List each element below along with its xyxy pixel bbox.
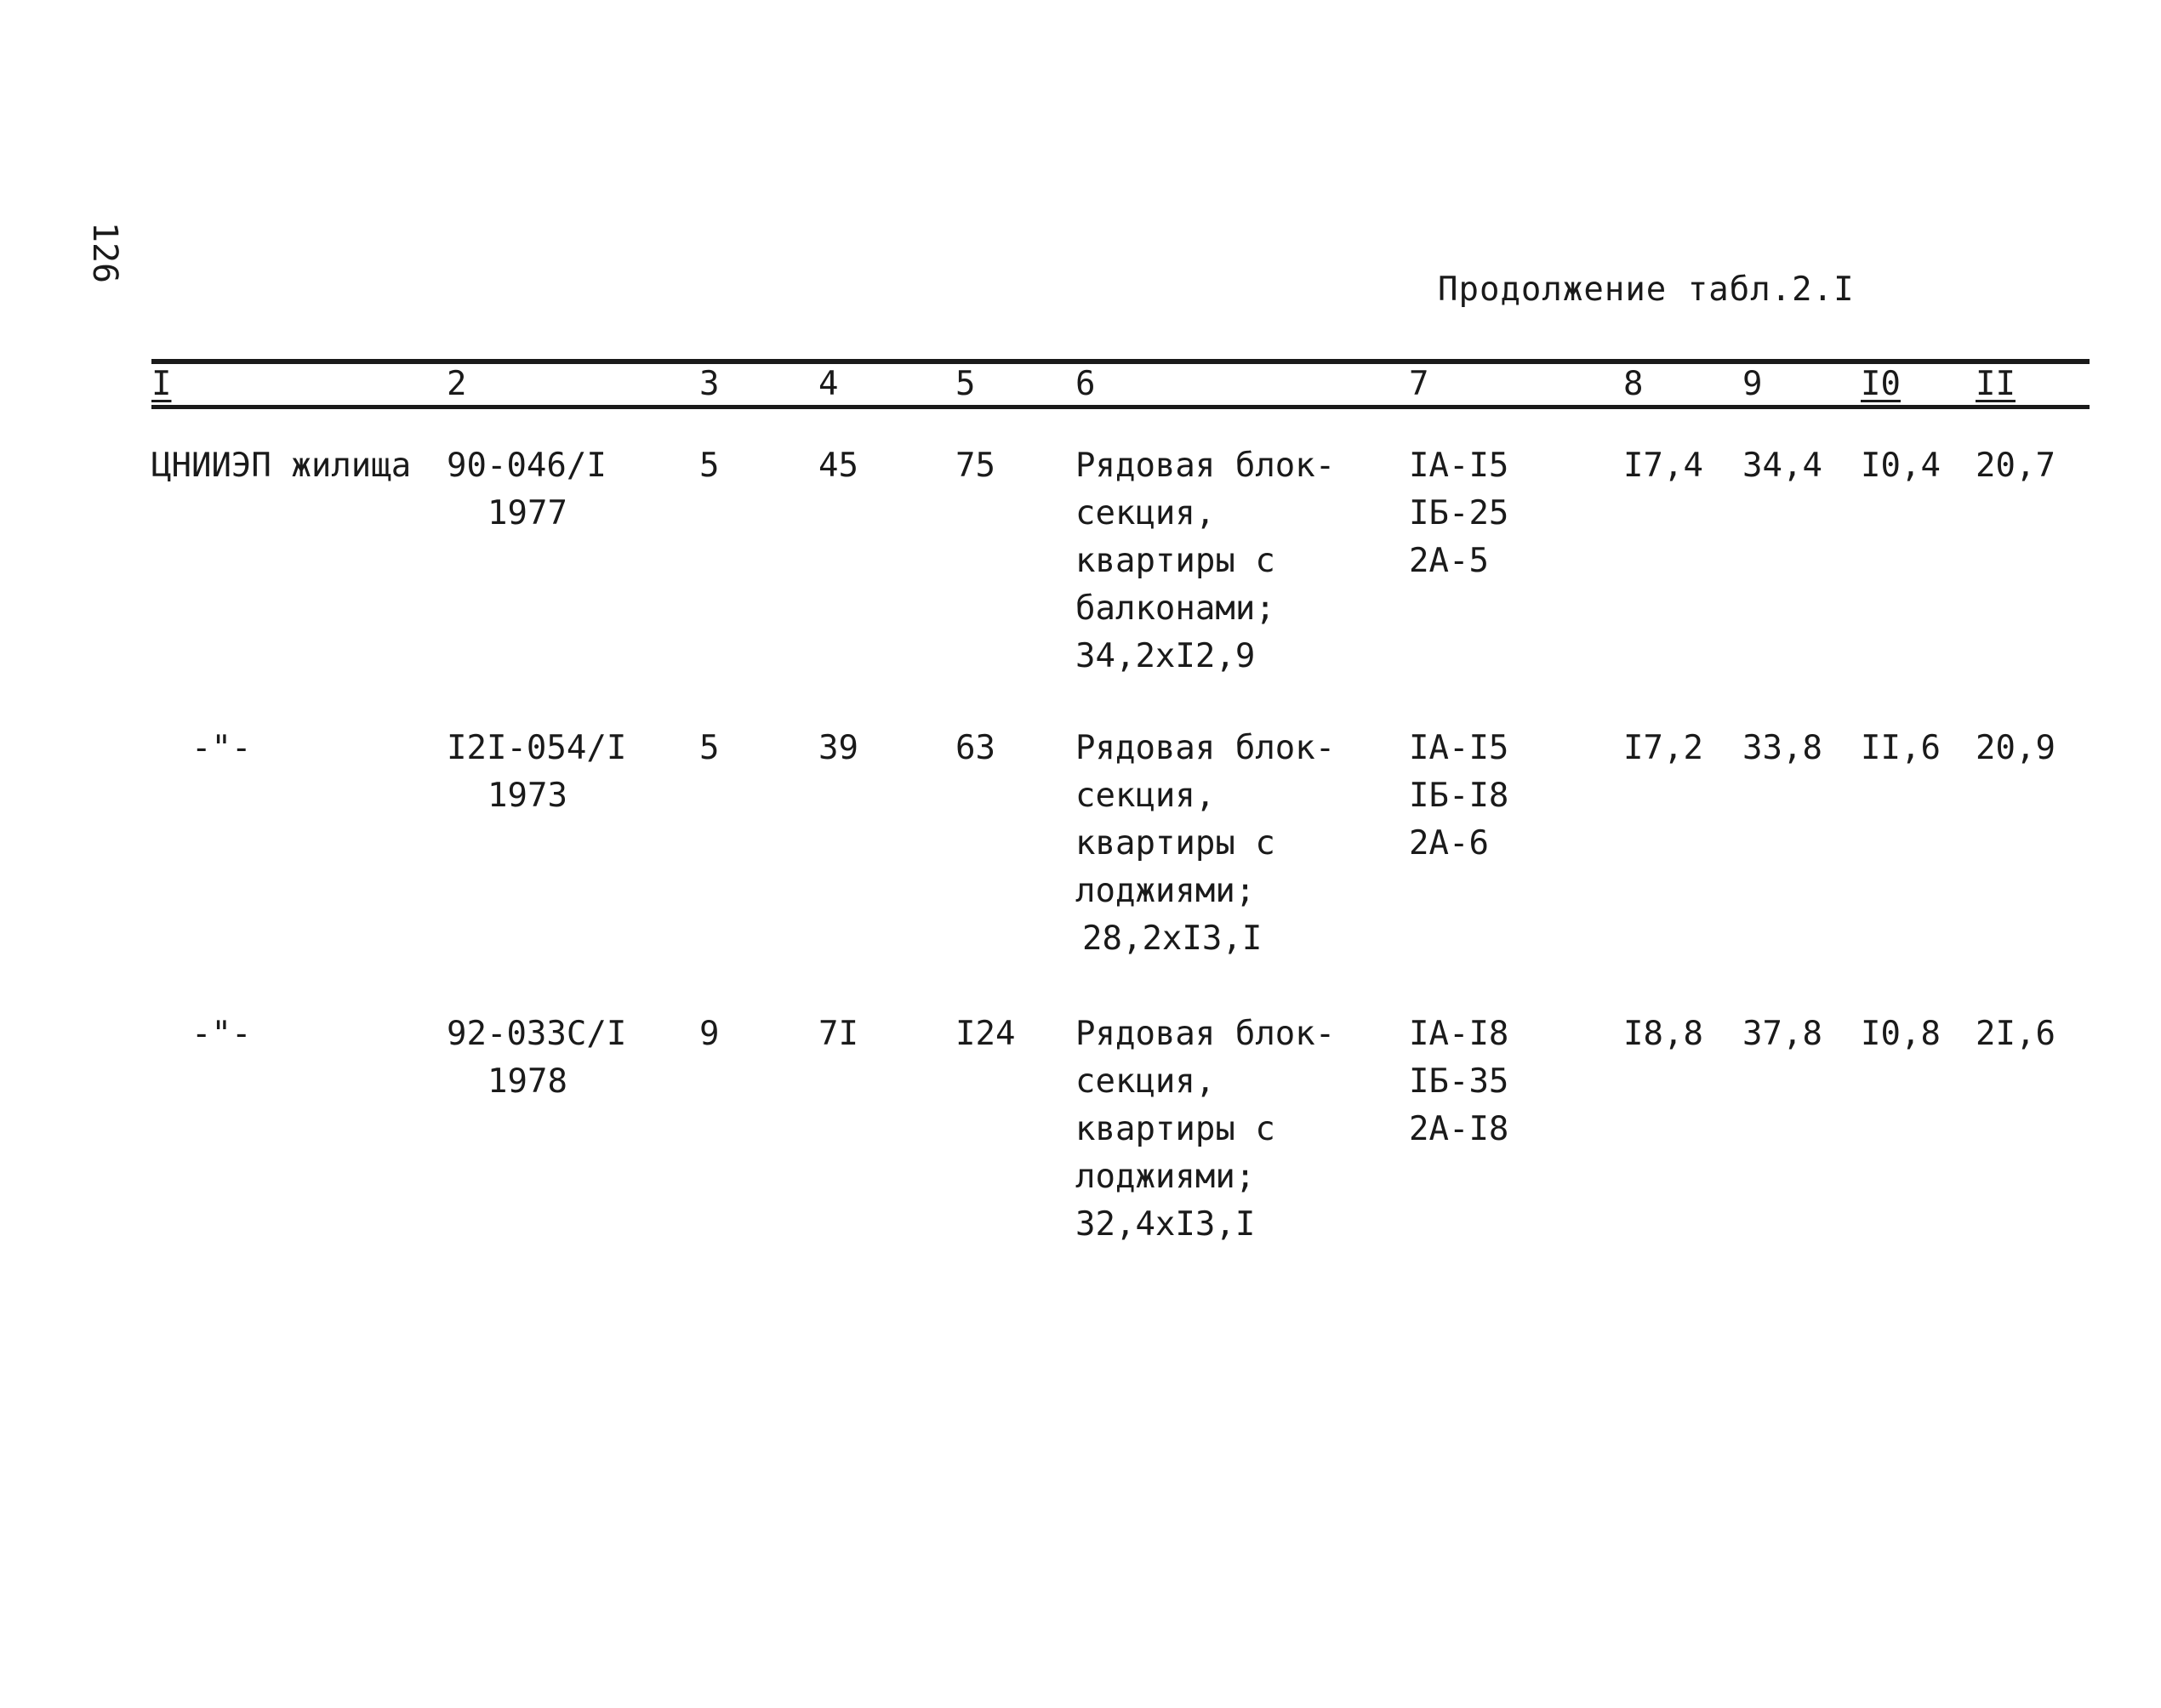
col3-cell: 5: [699, 447, 720, 485]
desc-line: квартиры с: [1075, 542, 1275, 580]
desc-line: секция,: [1075, 777, 1216, 815]
page-number: 126: [85, 221, 124, 284]
type-line: IБ-35: [1409, 1062, 1509, 1101]
desc-line: квартиры с: [1075, 824, 1275, 863]
col10-cell: I0,8: [1861, 1015, 1941, 1053]
header-col-9: 9: [1742, 365, 1763, 403]
header-col-11: II: [1976, 365, 2016, 403]
col4-cell: 39: [818, 729, 858, 767]
org-cell: ЦНИИЭП жилища: [151, 447, 412, 485]
header-col-3: 3: [699, 365, 720, 403]
type-line: 2A-I8: [1409, 1110, 1509, 1148]
desc-line: Рядовая блок-: [1075, 729, 1336, 767]
desc-line: Рядовая блок-: [1075, 447, 1336, 485]
series-cell: 90-046/I: [447, 447, 607, 485]
col11-cell: 2I,6: [1976, 1015, 2056, 1053]
series-cell: I2I-054/I: [447, 729, 627, 767]
series-cell: 92-033C/I: [447, 1015, 627, 1053]
col9-cell: 37,8: [1742, 1015, 1822, 1053]
col4-cell: 45: [818, 447, 858, 485]
type-line: 2A-6: [1409, 824, 1489, 863]
col5-cell: 63: [955, 729, 995, 767]
header-col-6: 6: [1075, 365, 1096, 403]
desc-line: лоджиями;: [1075, 1158, 1256, 1196]
col3-cell: 9: [699, 1015, 720, 1053]
type-line: IA-I5: [1409, 447, 1509, 485]
col10-cell: II,6: [1861, 729, 1941, 767]
desc-line: секция,: [1075, 1062, 1216, 1101]
col9-cell: 34,4: [1742, 447, 1822, 485]
col5-cell: I24: [955, 1015, 1016, 1053]
table-caption: Продолжение табл.2.I: [1438, 270, 1855, 309]
year-cell: 1973: [488, 777, 567, 815]
year-cell: 1978: [488, 1062, 567, 1101]
desc-line: балконами;: [1075, 589, 1275, 628]
org-cell: -"-: [191, 729, 252, 767]
col8-cell: I7,2: [1623, 729, 1703, 767]
type-line: IБ-25: [1409, 494, 1509, 532]
col11-cell: 20,7: [1976, 447, 2056, 485]
table-header-rule: [151, 405, 2090, 409]
header-col-1: I: [151, 365, 172, 403]
desc-line: секция,: [1075, 494, 1216, 532]
type-line: IБ-I8: [1409, 777, 1509, 815]
desc-line: 32,4xI3,I: [1075, 1205, 1256, 1244]
col10-cell: I0,4: [1861, 447, 1941, 485]
col5-cell: 75: [955, 447, 995, 485]
header-col-7: 7: [1409, 365, 1429, 403]
header-col-4: 4: [818, 365, 839, 403]
table-top-rule: [151, 359, 2090, 364]
desc-line: лоджиями;: [1075, 872, 1256, 910]
desc-line: 34,2xI2,9: [1075, 637, 1256, 675]
col8-cell: I8,8: [1623, 1015, 1703, 1053]
desc-line: квартиры с: [1075, 1110, 1275, 1148]
type-line: 2A-5: [1409, 542, 1489, 580]
type-line: IA-I5: [1409, 729, 1509, 767]
col8-cell: I7,4: [1623, 447, 1703, 485]
col4-cell: 7I: [818, 1015, 858, 1053]
year-cell: 1977: [488, 494, 567, 532]
org-cell: -"-: [191, 1015, 252, 1053]
col3-cell: 5: [699, 729, 720, 767]
col9-cell: 33,8: [1742, 729, 1822, 767]
header-col-5: 5: [955, 365, 976, 403]
header-col-8: 8: [1623, 365, 1644, 403]
desc-line: Рядовая блок-: [1075, 1015, 1336, 1053]
type-line: IA-I8: [1409, 1015, 1509, 1053]
header-col-10: I0: [1861, 365, 1901, 403]
col11-cell: 20,9: [1976, 729, 2056, 767]
header-col-2: 2: [447, 365, 467, 403]
desc-line: 28,2xI3,I: [1082, 919, 1263, 958]
